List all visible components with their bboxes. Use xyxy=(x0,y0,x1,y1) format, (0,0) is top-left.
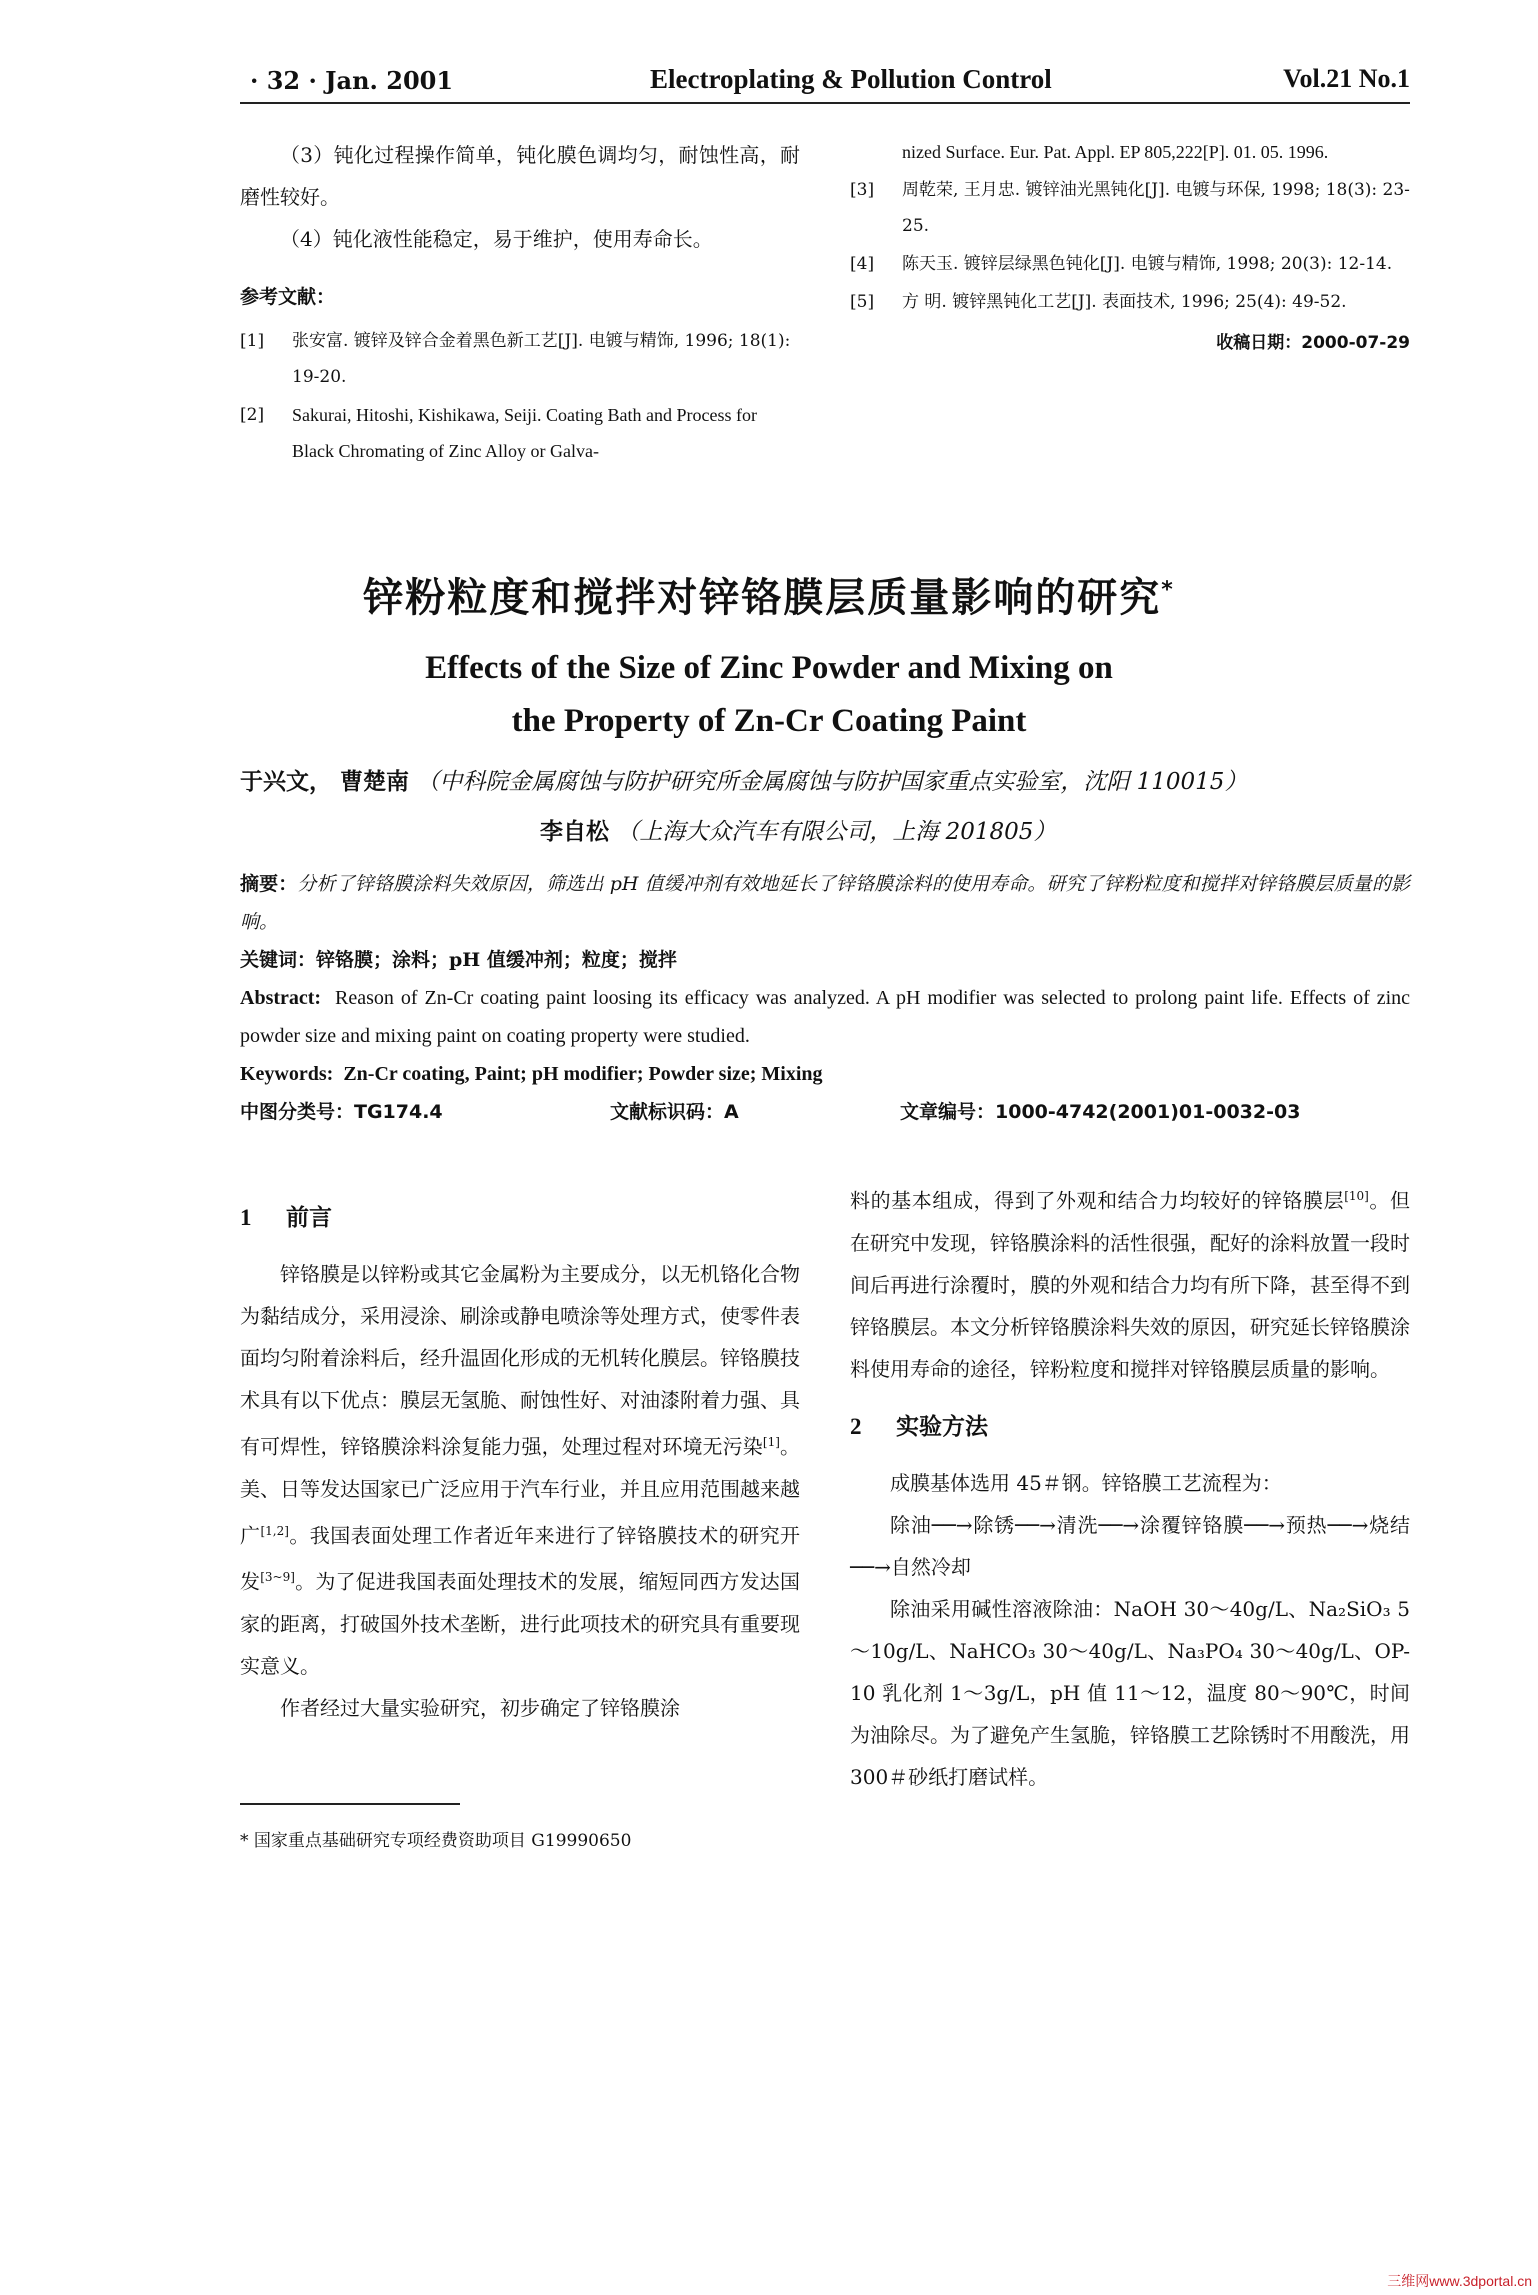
intro-paragraph-2-cont xyxy=(850,1175,1410,1390)
keywords-cn xyxy=(240,941,1410,979)
reference-text: Sakurai, Hitoshi, Kishikawa, Seiji. Coating Bath and Process for Black Chromating of Zinc Alloy or Galva- xyxy=(292,405,757,461)
body-left-column xyxy=(240,1197,800,1729)
intro-text: 。但在研究中发现，锌铬膜涂料的活性很强，配好的涂料放置一段时间后再进行涂覆时，膜的外观和结合力均有所下降，甚至得不到锌铬膜层。本文分析锌铬膜涂料失效的原因，研究延长锌铬膜涂料使用寿命的途径，锌粉粒度和搅拌对锌铬膜层质量的影响。 xyxy=(850,1188,1411,1381)
reference-item xyxy=(850,246,1410,282)
body-right-column xyxy=(850,1175,1410,1798)
document-code: 文献标识码：A xyxy=(610,1101,739,1123)
keywords-cn-label: 关键词： xyxy=(240,949,317,971)
article-number: 文章编号：1000-4742(2001)01-0032-03 xyxy=(900,1101,1301,1123)
article-title-en xyxy=(0,642,1538,748)
method-paragraph-1: 成膜基体选用 45＃钢。锌铬膜工艺流程为： xyxy=(890,1470,1282,1495)
intro-text: 锌铬膜是以锌粉或其它金属粉为主要成分，以无机铬化合物为黏结成分，采用浸涂、刷涂或静电喷涂等处理方式，使零件表面均匀附着涂料后，经升温固化形成的无机转化膜层。锌铬膜技术具有以下优点：膜层无氢脆、耐蚀性好、对油漆附着力强、具有可焊性，锌铬膜涂料涂复能力强，处理过程对环境无污染 xyxy=(240,1262,800,1459)
clc-number: 中图分类号：TG174.4 xyxy=(240,1101,443,1123)
title-footnote-mark: * xyxy=(1161,577,1175,603)
authors-block xyxy=(240,757,1420,857)
section-title: 前言 xyxy=(286,1205,332,1231)
keywords-cn-text: 锌铬膜；涂料；pH 值缓冲剂；粒度；搅拌 xyxy=(316,949,677,971)
prev-article-left xyxy=(240,134,800,471)
prev-conclusion-3: （3）钝化过程操作简单，钝化膜色调均匀，耐蚀性高，耐磨性较好。 xyxy=(240,143,800,209)
author-line-2 xyxy=(240,807,1420,857)
keywords-en-label: Keywords: xyxy=(240,1063,334,1085)
reference-number: [4] xyxy=(850,254,875,274)
citation: [1] xyxy=(762,1435,780,1449)
abstract-block xyxy=(240,865,1410,1131)
reference-item xyxy=(850,172,1410,244)
citation: [10] xyxy=(1344,1189,1369,1203)
reference-text: 张安富. 镀锌及锌合金着黑色新工艺[J]. 电镀与精饰, 1996; 18(1): 19-20. xyxy=(292,331,791,387)
header-rule xyxy=(240,102,1410,104)
reference-item xyxy=(850,284,1410,320)
reference-number: [2] xyxy=(240,405,265,425)
reference-text: nized Surface. Eur. Pat. Appl. EP 805,222[P]. 01. 05. 1996. xyxy=(902,142,1329,162)
prev-article-right xyxy=(850,134,1410,353)
title-cn-text: 锌粉粒度和搅拌对锌铬膜层质量影响的研究 xyxy=(363,575,1162,621)
abstract-en-text: Reason of Zn-Cr coating paint loosing its efficacy was analyzed. A pH modifier was selected to prolong paint life. Effects of zinc powder size and mixing paint on coating property were studied. xyxy=(240,987,1411,1047)
footnote: * 国家重点基础研究专项经费资助项目 G19990650 xyxy=(240,1831,632,1851)
method-paragraph-2: 除油采用碱性溶液除油：NaOH 30～40g/L、Na₂SiO₃ 5～10g/L、NaHCO₃ 30～40g/L、Na₃PO₄ 30～40g/L、OP-10 乳化剂 1～3g/L，pH 值 11～12，温度 80～90℃，时间为油除尽。为了避免产生氢脆，锌铬膜工艺除锈时不用酸洗，用 300＃砂纸打磨试样。 xyxy=(850,1596,1410,1789)
intro-paragraph-2: 作者经过大量实验研究，初步确定了锌铬膜涂 xyxy=(280,1695,680,1720)
reference-item xyxy=(240,397,800,469)
title-en-line-1: Effects of the Size of Zinc Powder and Mixing on xyxy=(425,650,1113,686)
prev-conclusion-4: （4）钝化液性能稳定，易于维护，使用寿命长。 xyxy=(280,227,713,251)
received-date: 收稿日期：2000-07-29 xyxy=(1216,333,1410,353)
author-affiliation: （中科院金属腐蚀与防护研究所金属腐蚀与防护国家重点实验室，沈阳 110015） xyxy=(416,769,1248,795)
reference-number: [3] xyxy=(850,180,875,200)
reference-continuation xyxy=(850,134,1410,170)
intro-text: 。美、日等发达国家已广泛应用于汽车行业，并且应用范围越来越广 xyxy=(240,1434,801,1548)
intro-text: 料的基本组成，得到了外观和结合力均较好的锌铬膜层 xyxy=(850,1188,1345,1213)
abstract-cn-label: 摘要： xyxy=(240,873,298,895)
abstract-en xyxy=(240,979,1410,1055)
section-title: 实验方法 xyxy=(896,1413,988,1440)
title-en-line-2: the Property of Zn-Cr Coating Paint xyxy=(511,703,1027,739)
article-title-cn xyxy=(0,566,1538,623)
keywords-en xyxy=(240,1055,1410,1093)
intro-text: 。我国表面处理工作者近年来进行了锌铬膜技术的研究开发 xyxy=(240,1523,801,1594)
reference-number: [1] xyxy=(240,331,265,351)
page-number-date: · 32 · Jan. 2001 xyxy=(250,66,454,95)
author-names: 于兴文， 曹楚南 xyxy=(240,769,410,795)
site-watermark: 三维网www.3dportal.cn xyxy=(1387,2273,1532,2289)
keywords-en-text: Zn-Cr coating, Paint; pH modifier; Powder size; Mixing xyxy=(343,1063,823,1085)
section-number: 1 xyxy=(240,1205,252,1230)
section-number: 2 xyxy=(850,1413,862,1439)
classification-row xyxy=(240,1093,1410,1131)
volume-issue: Vol.21 No.1 xyxy=(1283,64,1410,93)
reference-number: [5] xyxy=(850,292,875,312)
reference-text: 陈天玉. 镀锌层绿黑色钝化[J]. 电镀与精饰, 1998; 20(3): 12-14. xyxy=(902,254,1393,274)
section-2-heading xyxy=(850,1406,1410,1448)
author-names: 李自松 xyxy=(540,819,609,845)
author-line-1 xyxy=(240,757,1420,807)
abstract-cn-text: 分析了锌铬膜涂料失效原因，筛选出 pH 值缓冲剂有效地延长了锌铬膜涂料的使用寿命。研究了锌粉粒度和搅拌对锌铬膜层质量的影响。 xyxy=(240,873,1410,933)
intro-text: 。为了促进我国表面处理技术的发展，缩短同西方发达国家的距离，打破国外技术垄断，进行此项技术的研究具有重要现实意义。 xyxy=(240,1569,801,1678)
process-flow: 除油──→除锈──→清洗──→涂覆锌铬膜──→预热──→烧结──→自然冷却 xyxy=(850,1512,1410,1579)
reference-text: 周乾荣, 王月忠. 镀锌油光黑钝化[J]. 电镀与环保, 1998; 18(3): 23-25. xyxy=(902,180,1410,236)
section-1-heading xyxy=(240,1197,800,1239)
author-affiliation: （上海大众汽车有限公司，上海 201805） xyxy=(616,819,1057,845)
abstract-en-label: Abstract: xyxy=(240,987,322,1009)
running-header xyxy=(110,56,1410,104)
citation: [3~9] xyxy=(260,1570,295,1585)
abstract-cn xyxy=(240,865,1410,941)
references-heading: 参考文献： xyxy=(240,286,336,308)
footnote-rule xyxy=(240,1803,460,1805)
intro-paragraph-1 xyxy=(240,1253,800,1687)
reference-text: 方 明. 镀锌黑钝化工艺[J]. 表面技术, 1996; 25(4): 49-52. xyxy=(902,292,1347,312)
citation: [1,2] xyxy=(260,1523,289,1538)
journal-name: Electroplating & Pollution Control xyxy=(650,64,1052,94)
reference-item xyxy=(240,323,800,395)
